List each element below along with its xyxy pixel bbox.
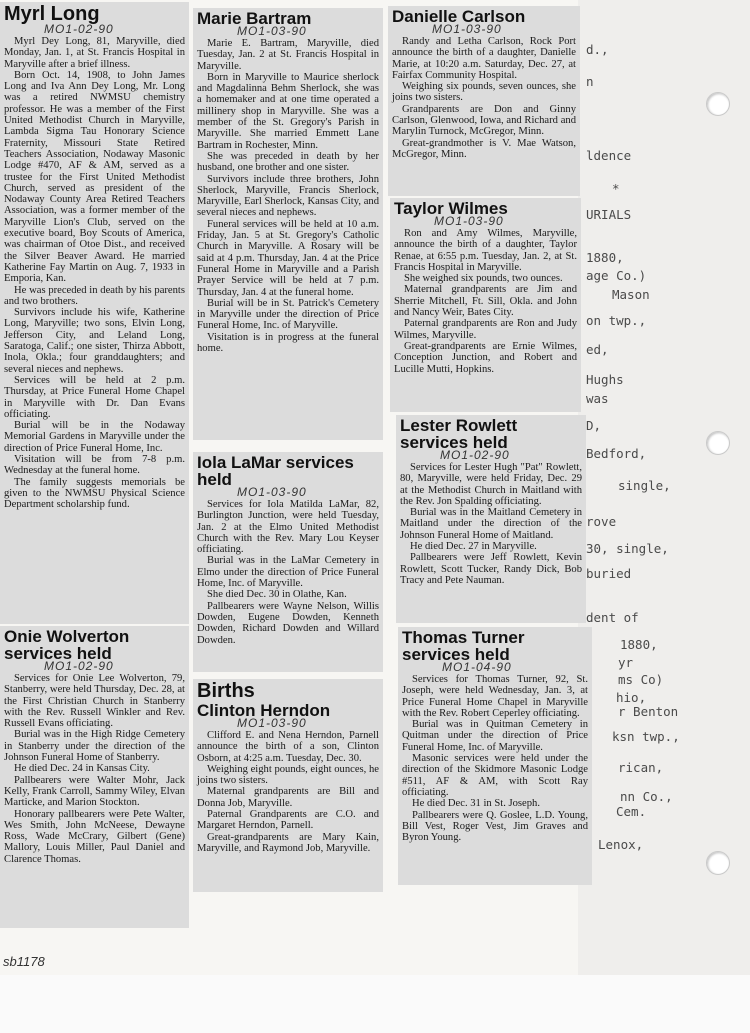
handwritten-date: MO1-03-90: [237, 24, 307, 38]
paragraph: Funeral services will be held at 10 a.m. Friday, Jan. 5 at St. Gregory's Catholic Church in Maryville. A Rosary will be said at 4 p.m. Thursday, Jan. 4 at the Price Funeral Home in Maryville and a Parish Prayer Service will be held at 7 p.m. Thursday, Jan. 4 at the funeral home.: [197, 218, 379, 298]
underlying-text-fragment: dent of: [586, 610, 639, 625]
underlying-text-fragment: D,: [586, 418, 602, 433]
paragraph: Marie E. Bartram, Maryville, died Tuesday, Jan. 2 at St. Francis Hospital in Maryville.: [197, 38, 379, 72]
paragraph: Randy and Letha Carlson, Rock Port announce the birth of a daughter, Danielle Marie, at 10:20 a.m. Saturday, Dec. 27, at Fairfax Community Hospital.: [392, 36, 576, 81]
underlying-text-fragment: Bedford,: [586, 446, 647, 461]
clipping-title: Clinton Herndon: [197, 701, 331, 720]
paragraph: He was preceded in death by his parents and two brothers.: [4, 284, 185, 307]
handwritten-date: MO1-02-90: [440, 448, 510, 462]
paragraph: Born Oct. 14, 1908, to John James Long and Iva Ann Dey Long, Mr. Long was a retired NWMSU chemistry professor. He was a member of the First United Methodist Church in Maryville, Lambda Sigma Tau Honorary Science Fraternity, Missouri State Retired Teachers Association, Nodaway Masonic Lodge #470, AF & AM, served as a trustee for the First United Methodist Church, served as president of the Nodaway County Area Retired Teachers Association, was a former member of the Maryville Lion's Club, served on the executive board, Boy Scouts of America, was chairman of Otoe Dist., and received the Silver Beaver Award. He married Katherine Fay Martin on Aug. 7, 1933 in Emporia, Kan.: [4, 69, 185, 285]
underlying-text-fragment: ldence: [586, 148, 632, 163]
underlying-text-fragment: Hughs: [586, 372, 624, 387]
scan-margin: [0, 975, 750, 1033]
paragraph: Services for Lester Hugh "Pat" Rowlett, 80, Maryville, were held Friday, Dec. 29 at the Methodist Church in Maitland with the Rev. Jon Spalding officiating.: [400, 462, 582, 507]
obituary-thomas-turner: [398, 627, 592, 885]
handwritten-date: MO1-02-90: [44, 659, 114, 673]
underlying-text-fragment: hio,: [616, 690, 647, 705]
handwritten-date: MO1-03-90: [432, 22, 502, 36]
paragraph: Pallbearers were Q. Goslee, L.D. Young, Bill Vest, Roger Vest, Jim Graves and Byron Young.: [402, 809, 588, 844]
paragraph: Pallbearers were Wayne Nelson, Willis Dowden, Eugene Dowden, Kenneth Dowden, Richard Dowden and Willard Dowden.: [197, 600, 379, 646]
paragraph: Myrl Dey Long, 81, Maryville, died Monday, Jan. 1, at St. Francis Hospital in Maryville after a brief illness.: [4, 36, 185, 70]
paragraph: Services for Thomas Turner, 92, St. Joseph, were held Wednesday, Jan. 3, at Price Funeral Home Chapel in Maryville with the Rev. Robert Ceperley officiating.: [402, 674, 588, 719]
clipping-title: Myrl Long: [4, 3, 100, 25]
underlying-text-fragment: rican,: [618, 760, 664, 775]
paragraph: He died Dec. 24 in Kansas City.: [14, 763, 150, 775]
birth-danielle-carlson: [388, 6, 580, 196]
underlying-text-fragment: 30, single,: [586, 541, 669, 556]
clipping-title: Lester Rowlett services held: [400, 416, 518, 452]
underlying-text-fragment: *: [612, 181, 620, 196]
underlying-text-fragment: yr: [618, 655, 634, 670]
underlying-text-fragment: ms Co): [618, 672, 664, 687]
paragraph: Great-grandmother is V. Mae Watson, McGregor, Minn.: [392, 137, 576, 160]
underlying-text-fragment: r Benton: [618, 704, 679, 719]
paragraph: Burial will be in the Nodaway Memorial Gardens in Maryville under the direction of Price Funeral Home, Inc.: [4, 420, 185, 454]
paragraph: Burial was in the Maitland Cemetery in Maitland under the direction of the Johnson Funeral Home of Maitland.: [400, 507, 582, 541]
punch-hole: [706, 92, 730, 116]
obituary-lester-rowlett: [396, 415, 586, 623]
paragraph: Clifford E. and Nena Herndon, Parnell announce the birth of a son, Clinton Osborn, at 4:25 a.m. Tuesday, Dec. 30.: [197, 730, 379, 764]
paragraph: Burial was in the High Ridge Cemetery in Stanberry under the direction of the Johnson Funeral Home of Stanberry.: [4, 729, 185, 764]
underlying-document: [578, 0, 750, 975]
paragraph: Visitation will be from 7-8 p.m. Wednesday at the funeral home.: [4, 453, 185, 477]
underlying-text-fragment: Mason: [612, 287, 650, 302]
paragraph: Great-grandparents are Mary Kain, Maryville, and Raymond Job, Maryville.: [197, 831, 379, 854]
handwritten-date: MO1-02-90: [44, 22, 114, 36]
underlying-text-fragment: Cem.: [616, 804, 647, 819]
paragraph: Paternal Grandparents are C.O. and Margaret Herndon, Parnell.: [197, 809, 379, 832]
paragraph: Services for Onie Lee Wolverton, 79, Stanberry, were held Thursday, Dec. 28, at the First Christian Church in Stanberry with the Rev. Russell Winkler and Rev. Russell Evans officiating.: [4, 673, 185, 730]
underlying-text-fragment: was: [586, 391, 609, 406]
paragraph: She weighed six pounds, two ounces.: [404, 273, 563, 285]
handwritten-date: MO1-03-90: [237, 485, 307, 499]
handwritten-date: MO1-03-90: [434, 214, 504, 228]
paragraph: The family suggests memorials be given to the NWMSU Physical Science Department scholarship fund.: [4, 476, 185, 511]
paragraph: Burial will be in St. Patrick's Cemetery in Maryville under the direction of Price Funeral Home, Inc. of Maryville.: [197, 297, 379, 332]
paragraph: Burial was in Quitman Cemetery in Quitman under the direction of Price Funeral Home, Inc. of Maryville.: [402, 719, 588, 753]
clipping-title: Marie Bartram: [197, 9, 312, 28]
underlying-text-fragment: rove: [586, 514, 617, 529]
clipping-title: Taylor Wilmes: [394, 199, 508, 218]
paragraph: Masonic services were held under the direction of the Skidmore Masonic Lodge #511, AF & AM, with Scott Ray officiating.: [402, 753, 588, 798]
obituary-iola-lamar: [193, 452, 383, 672]
underlying-text-fragment: buried: [586, 566, 632, 581]
obituary-onie-wolverton: [0, 626, 189, 928]
paragraph: Ron and Amy Wilmes, Maryville, announce the birth of a daughter, Taylor Renae, at 6:55 p.m. Tuesday, Jan. 2, at St. Francis Hospital in Maryville.: [394, 228, 577, 273]
paragraph: Maternal grandparents are Jim and Sherrie Mitchell, Ft. Sill, Okla. and John and Nancy Weir, Bates City.: [394, 284, 577, 319]
paragraph: Survivors include three brothers, John Sherlock, Maryville, Francis Sherlock, Maryville, Earl Sherlock, Kansas City, and several nieces and nephews.: [197, 173, 379, 219]
handwritten-catalog-number: sb1178: [3, 954, 45, 969]
obituary-marie-bartram: [193, 8, 383, 440]
paragraph: Great-grandparents are Ernie Wilmes, Conception Junction, and Robert and Lucille Mutti, Hopkins.: [394, 340, 577, 375]
paragraph: Paternal grandparents are Ron and Judy Wilmes, Maryville.: [394, 318, 577, 341]
obituary-myrl-long: [0, 2, 189, 624]
paragraph: Weighing six pounds, seven ounces, she joins two sisters.: [392, 81, 576, 104]
clipping-title: Onie Wolverton services held: [4, 627, 130, 663]
punch-hole: [706, 431, 730, 455]
underlying-text-fragment: 1880,: [620, 637, 658, 652]
underlying-text-fragment: ed,: [586, 342, 609, 357]
paragraph: Weighing eight pounds, eight ounces, he joins two sisters.: [197, 763, 379, 787]
underlying-text-fragment: 1880,: [586, 250, 624, 265]
paragraph: Honorary pallbearers were Pete Walter, Wes Smith, John McNeese, Dewayne Ross, Wade McCrary, Gilbert (Gene) Mallory, Louis Miller, Paul Daniel and Clarence Thomas.: [4, 808, 185, 865]
birth-taylor-wilmes: [390, 198, 581, 412]
paragraph: Survivors include his wife, Katherine Long, Maryville; two sons, Elvin Long, Jefferson City, and Leland Long, Saratoga, Calif.; one sister, Thirza Abbott, Inola, Okla.; four granddaughters; and several nieces and nephews.: [4, 307, 185, 375]
paragraph: Services will be held at 2 p.m. Thursday, at Price Funeral Home Chapel in Maryville with Dr. Dan Evans officiating.: [4, 374, 185, 420]
paragraph: Burial was in the LaMar Cemetery in Elmo under the direction of Price Funeral Home, Inc. of Maryville.: [197, 555, 379, 590]
clipping-title: Thomas Turner services held: [402, 628, 525, 664]
paragraph: He died Dec. 27 in Maryville.: [410, 541, 537, 553]
underlying-text-fragment: nn Co.,: [620, 789, 673, 804]
paragraph: Maternal grandparents are Bill and Donna Job, Maryville.: [197, 786, 379, 809]
punch-hole: [706, 851, 730, 875]
underlying-text-fragment: single,: [618, 478, 671, 493]
handwritten-date: MO1-03-90: [237, 716, 307, 730]
paragraph: He died Dec. 31 in St. Joseph.: [412, 798, 540, 810]
paragraph: Grandparents are Don and Ginny Carlson, Glenwood, Iowa, and Richard and Marylin Turnock, McGregor, Minn.: [392, 103, 576, 138]
section-heading-births: Births: [197, 680, 255, 702]
paragraph: Services for Iola Matilda LaMar, 82, Burlington Junction, were held Tuesday, Jan. 2 at the Elmo United Methodist Church with the Rev. Mary Lou Keyser officiating.: [197, 499, 379, 556]
clipping-title: Iola LaMar services held: [197, 453, 354, 489]
paragraph: She was preceded in death by her husband, one brother and one sister.: [197, 150, 379, 174]
paragraph: She died Dec. 30 in Olathe, Kan.: [207, 589, 347, 601]
underlying-text-fragment: ksn twp.,: [612, 729, 680, 744]
underlying-text-fragment: Lenox,: [598, 837, 644, 852]
paragraph: Pallbearers were Jeff Rowlett, Kevin Rowlett, Scott Tucker, Randy Dick, Bob Tracy and Pete Nauman.: [400, 552, 582, 586]
paragraph: Visitation is in progress at the funeral home.: [197, 331, 379, 355]
underlying-text-fragment: n: [586, 74, 594, 89]
underlying-text-fragment: URIALS: [586, 207, 632, 222]
paragraph: Born in Maryville to Maurice sherlock and Magdalinna Behm Sherlock, she was a homemaker and at one time operated a millinery shop in Maryville. She was a member of the St. Gregory's Parish in Maryville. She married Emmett Lane Bartram in Rochester, Minn.: [197, 71, 379, 151]
handwritten-date: MO1-04-90: [442, 660, 512, 674]
underlying-text-fragment: age Co.): [586, 268, 647, 283]
underlying-text-fragment: d.,: [586, 42, 609, 57]
birth-clinton-herndon: [193, 679, 383, 892]
underlying-text-fragment: on twp.,: [586, 313, 647, 328]
paragraph: Pallbearers were Walter Mohr, Jack Kelly, Frank Carroll, Sammy Wiley, Elvan Marticke, and Marion Stockton.: [4, 774, 185, 809]
clipping-title: Danielle Carlson: [392, 7, 526, 26]
